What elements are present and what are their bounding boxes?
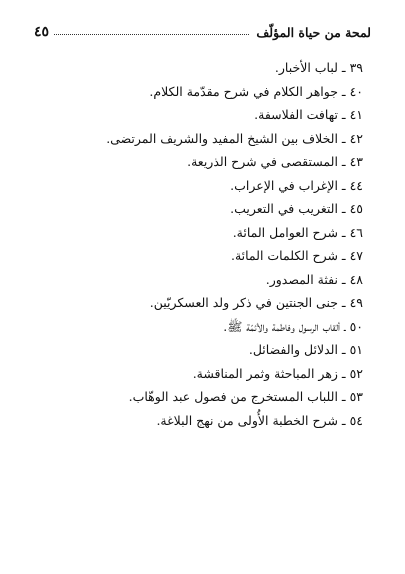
- list-item: ٤٣ ـ المستقصى في شرح الذريعة.: [187, 154, 363, 169]
- list-item: ٣٩ ـ لباب الأخبار.: [274, 60, 363, 75]
- works-list: [40, 56, 363, 432]
- list-item: ٤٥ ـ التغريب في التعريب.: [230, 201, 363, 216]
- list-item: ٤٨ ـ نفثة المصدور.: [265, 271, 363, 287]
- list-item: ٤٢ ـ الخلاف بين الشيخ المفيد والشريف المرتضى.: [106, 130, 363, 146]
- page-number: ٤٥: [34, 24, 50, 40]
- list-item: ٤٤ ـ الإغراب في الإعراب.: [230, 177, 363, 193]
- list-item: ٥٠ ـ ألقاب الرسول وفاطمة والأئمّة ﷺ.: [223, 318, 363, 334]
- running-header-title: لمحة من حياة المؤلّف: [256, 25, 371, 40]
- list-item: ٥١ ـ الدلائل والفضائل.: [248, 342, 363, 357]
- list-item: ٤٠ ـ جواهر الكلام في شرح مقدّمة الكلام.: [149, 83, 363, 99]
- list-item: ٤٩ ـ جنى الجنتين في ذكر ولد العسكريّين.: [149, 295, 363, 310]
- list-item: ٤١ ـ تهافت الفلاسفة.: [254, 107, 363, 122]
- list-item: ٤٧ ـ شرح الكلمات المائة.: [230, 248, 363, 263]
- list-item: ٥٢ ـ زهر المباحثة وثمر المناقشة.: [192, 365, 363, 381]
- list-item: ٥٤ ـ شرح الخطبة الأُولى من نهج البلاغة.: [156, 412, 363, 428]
- list-item: ٤٦ ـ شرح العوامل المائة.: [232, 224, 363, 240]
- list-item: ٥٣ ـ اللباب المستخرج من فصول عبد الوهّاب.: [128, 389, 363, 404]
- running-header: [34, 18, 371, 40]
- dotted-leader: [54, 34, 249, 35]
